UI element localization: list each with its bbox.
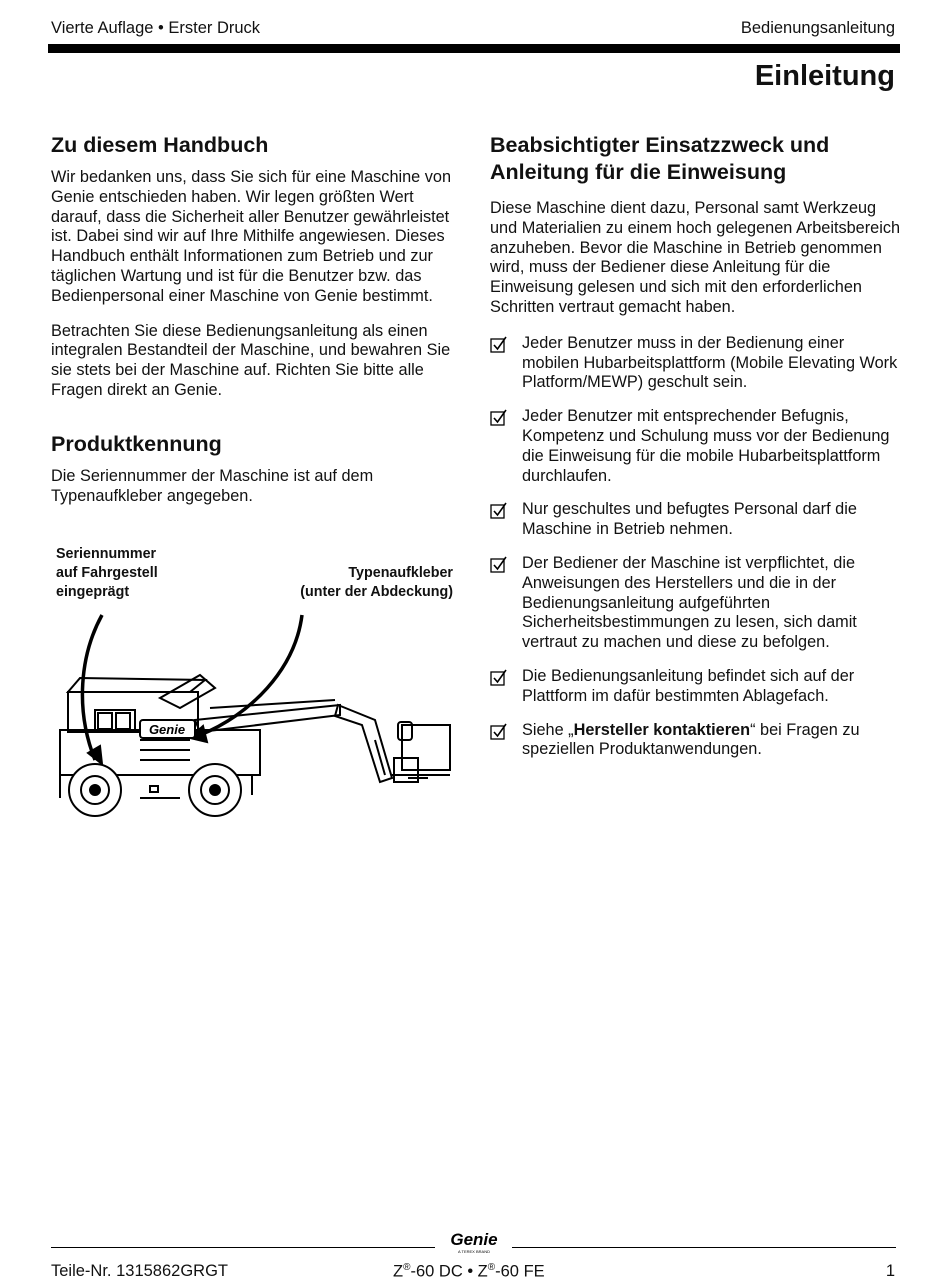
page-title: Einleitung: [754, 60, 895, 92]
genie-logo: [441, 1229, 507, 1255]
list-item-text: Die Bedienungsanleitung befindet sich auf der Plattform im dafür bestimmten Ablagefach.: [522, 666, 855, 705]
model-end: -60 FE: [495, 1262, 545, 1281]
list-item: [490, 667, 905, 707]
manual-type-label: Bedienungsanleitung: [740, 19, 895, 37]
handbook-paragraph-1: Wir bedanken uns, dass Sie sich für eine Maschine von Genie entschieden haben. Wir legen größten Wert darauf, dass die Sicherheit aller Benutzer gewährleistet ist. Dabei sind wir auf Ihre Mithilfe angewiesen. Dieses Handbuch enthält Informationen zum Betrieb und zur täglichen Wartung und ist für die Benutzer bzw. das Bedienpersonal einer Maschine von Genie bestimmt.: [51, 168, 452, 305]
handbook-paragraph-2: Betrachten Sie diese Bedienungsanleitung als einen integralen Bestandteil der Maschine, und bewahren Sie sie stets bei der Maschine auf. Richten Sie bitte alle Fragen direkt an Genie.: [51, 321, 451, 399]
model-designation: [393, 1262, 545, 1282]
checkbox-icon: [490, 556, 510, 574]
contact-suffix: “ bei Fragen zu speziellen Produktanwendungen.: [522, 720, 860, 759]
right-column: [490, 132, 905, 760]
type-label-line: (unter der Abdeckung): [300, 584, 453, 600]
boom-lift-illustration: [40, 600, 465, 820]
serial-pointer-arrow: [82, 615, 102, 760]
requirements-list: [490, 334, 905, 760]
contact-manufacturer-link[interactable]: Hersteller kontaktieren: [573, 720, 751, 739]
handbook-heading: Zu diesem Handbuch: [51, 133, 269, 157]
model-mid: -60 DC • Z: [410, 1262, 488, 1281]
list-item-text: Nur geschultes und befugtes Personal darf die Maschine in Betrieb nehmen.: [522, 500, 857, 539]
footer-rule-right: [512, 1247, 896, 1248]
registered-mark: ®: [487, 1262, 496, 1273]
list-item: [490, 554, 905, 653]
type-label-line: Typenaufkleber: [348, 565, 453, 581]
part-number: Teile-Nr. 1315862GRGT: [51, 1262, 228, 1280]
list-item-text: [522, 721, 905, 761]
header-rule: [48, 44, 900, 53]
footer-logo-sub: A TEREX BRAND: [458, 1249, 490, 1254]
list-item: [490, 721, 905, 761]
list-item: [490, 500, 905, 540]
footer-rule-left: [51, 1247, 435, 1248]
list-item: [490, 407, 905, 486]
edition-label: Vierte Auflage • Erster Druck: [51, 19, 261, 37]
purpose-intro: Diese Maschine dient dazu, Personal samt Werkzeug und Materialien zu einem hoch gelegenen Arbeitsbereich anzuheben. Bevor die Maschine in Betrieb genommen wird, muss der Bediener diese Anleitung für die Einweisung gelesen und sich mit den erforderlichen Schritten vertraut gemacht haben.: [490, 199, 901, 316]
machine-logo: Genie: [148, 722, 186, 737]
checkbox-icon: [490, 502, 510, 520]
serial-label-line: auf Fahrgestell: [56, 565, 158, 581]
checkbox-icon: [490, 336, 510, 354]
serial-label-line: eingeprägt: [56, 584, 130, 600]
checkbox-icon: [490, 669, 510, 687]
list-item: [490, 334, 905, 393]
left-column: [51, 132, 461, 506]
model-a: Z: [393, 1262, 404, 1281]
product-paragraph: Die Seriennummer der Maschine ist auf dem Typenaufkleber angegeben.: [51, 466, 374, 505]
checkbox-icon: [490, 723, 510, 741]
list-item-text: Jeder Benutzer muss in der Bedienung einer mobilen Hubarbeitsplattform (Mobile Elevating Work Platform/MEWP) geschult sein.: [522, 333, 898, 392]
list-item-text: Der Bediener der Maschine ist verpflichtet, die Anweisungen des Herstellers und die in der Bedienungsanleitung aufgeführten Sicherheitsbestimmungen zu lesen, sich damit vertraut zu machen und diese zu befolgen.: [522, 553, 857, 652]
registered-mark: ®: [403, 1262, 411, 1273]
product-heading: Produktkennung: [51, 431, 222, 456]
serial-label-line: Seriennummer: [56, 546, 157, 562]
purpose-heading: Beabsichtigter Einsatzzweck und Anleitung für die Einweisung: [490, 133, 830, 184]
contact-prefix: Siehe „: [522, 720, 574, 739]
list-item-text: Jeder Benutzer mit entsprechender Befugnis, Kompetenz und Schulung muss vor der Bedienung die Einweisung für die mobile Hubarbeitsplattform durchlaufen.: [522, 407, 890, 485]
page-number: 1: [885, 1262, 895, 1280]
footer-logo-text: Genie: [450, 1230, 498, 1249]
checkbox-icon: [490, 409, 510, 427]
